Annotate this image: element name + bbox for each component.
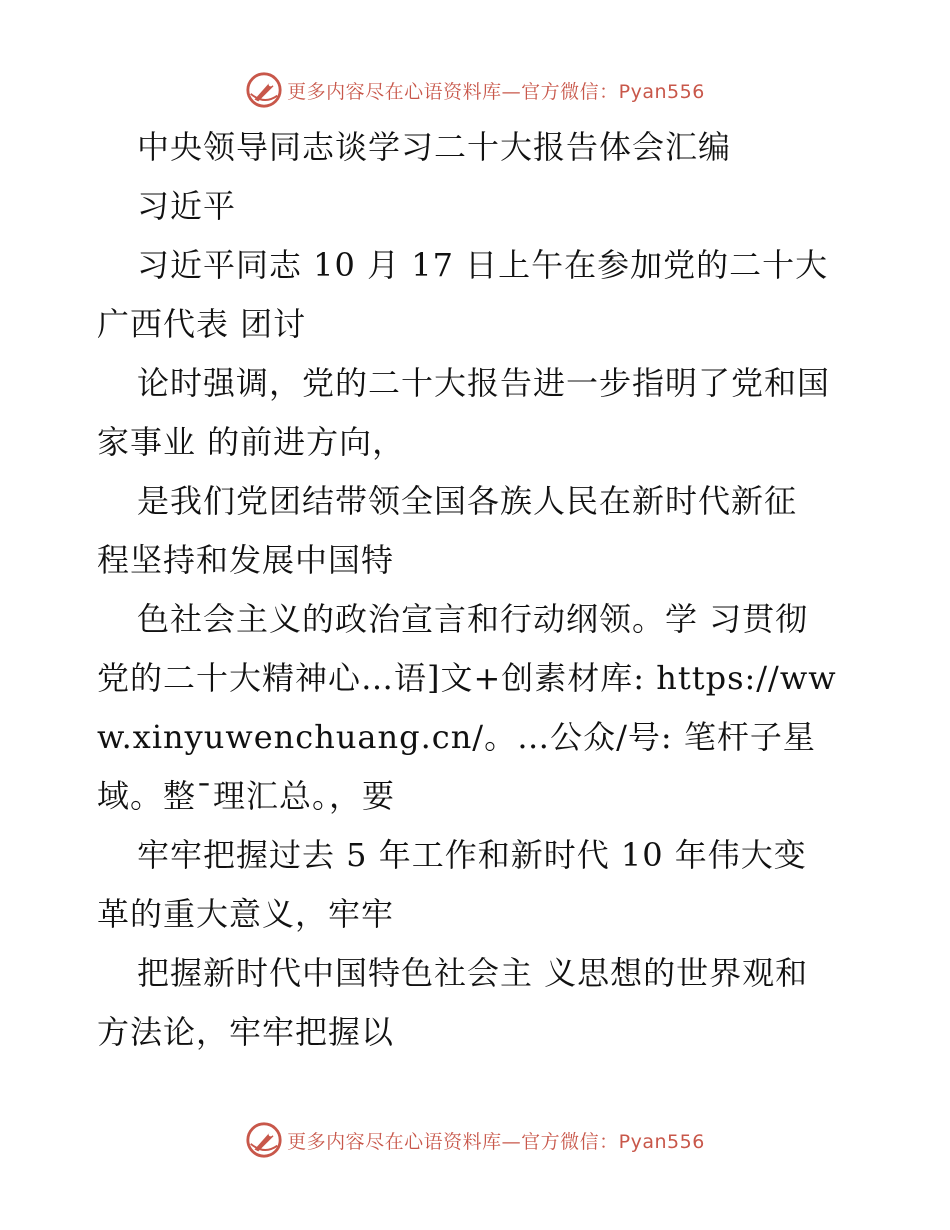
watermark-text <box>287 77 705 104</box>
paragraph-line: 方法论，牢牢把握以 <box>97 1013 395 1051</box>
watermark-label: 更多内容尽在心语资料库—官方微信： <box>287 1130 619 1153</box>
pen-nib-logo-icon <box>245 71 283 109</box>
paragraph-line: 论时强调，党的二十大报告进一步指明了党和国 <box>137 364 831 402</box>
paragraph-line: 革的重大意义，牢牢 <box>97 895 395 933</box>
paragraph-line: w.xinyuwenchuang.cn/。…公众/号: 笔杆子星 <box>97 718 816 756</box>
header-watermark-banner <box>0 68 950 112</box>
paragraph-line: 色社会主义的政治宣言和行动纲领。学 习贯彻 <box>137 600 809 638</box>
paragraph-line: 程坚持和发展中国特 <box>97 541 395 579</box>
wechat-id: Pyan556 <box>618 80 705 103</box>
paragraph-line: 广西代表 团讨 <box>97 305 307 343</box>
author-name: 习近平 <box>137 187 237 225</box>
document-title: 中央领导同志谈学习二十大报告体会汇编 <box>137 128 732 166</box>
wechat-id: Pyan556 <box>618 1130 705 1153</box>
paragraph-line: 把握新时代中国特色社会主 义思想的世界观和 <box>137 954 809 992</box>
pen-nib-logo-icon <box>245 1121 283 1159</box>
paragraph-line: 党的二十大精神心…语]文+创素材库: https://ww <box>97 659 837 697</box>
watermark-label: 更多内容尽在心语资料库—官方微信： <box>287 80 619 103</box>
watermark-text <box>287 1127 705 1154</box>
footer-watermark-banner <box>0 1118 950 1162</box>
paragraph-line: 家事业 的前进方向， <box>97 423 406 461</box>
paragraph-line: 习近平同志 10 月 17 日上午在参加党的二十大 <box>137 246 829 284</box>
paragraph-line: 域。整¯理汇总。，要 <box>97 777 396 815</box>
paragraph-line: 是我们党团结带领全国各族人民在新时代新征 <box>137 482 798 520</box>
paragraph-line: 牢牢把握过去 5 年工作和新时代 10 年伟大变 <box>137 836 807 874</box>
document-body <box>97 118 867 1062</box>
